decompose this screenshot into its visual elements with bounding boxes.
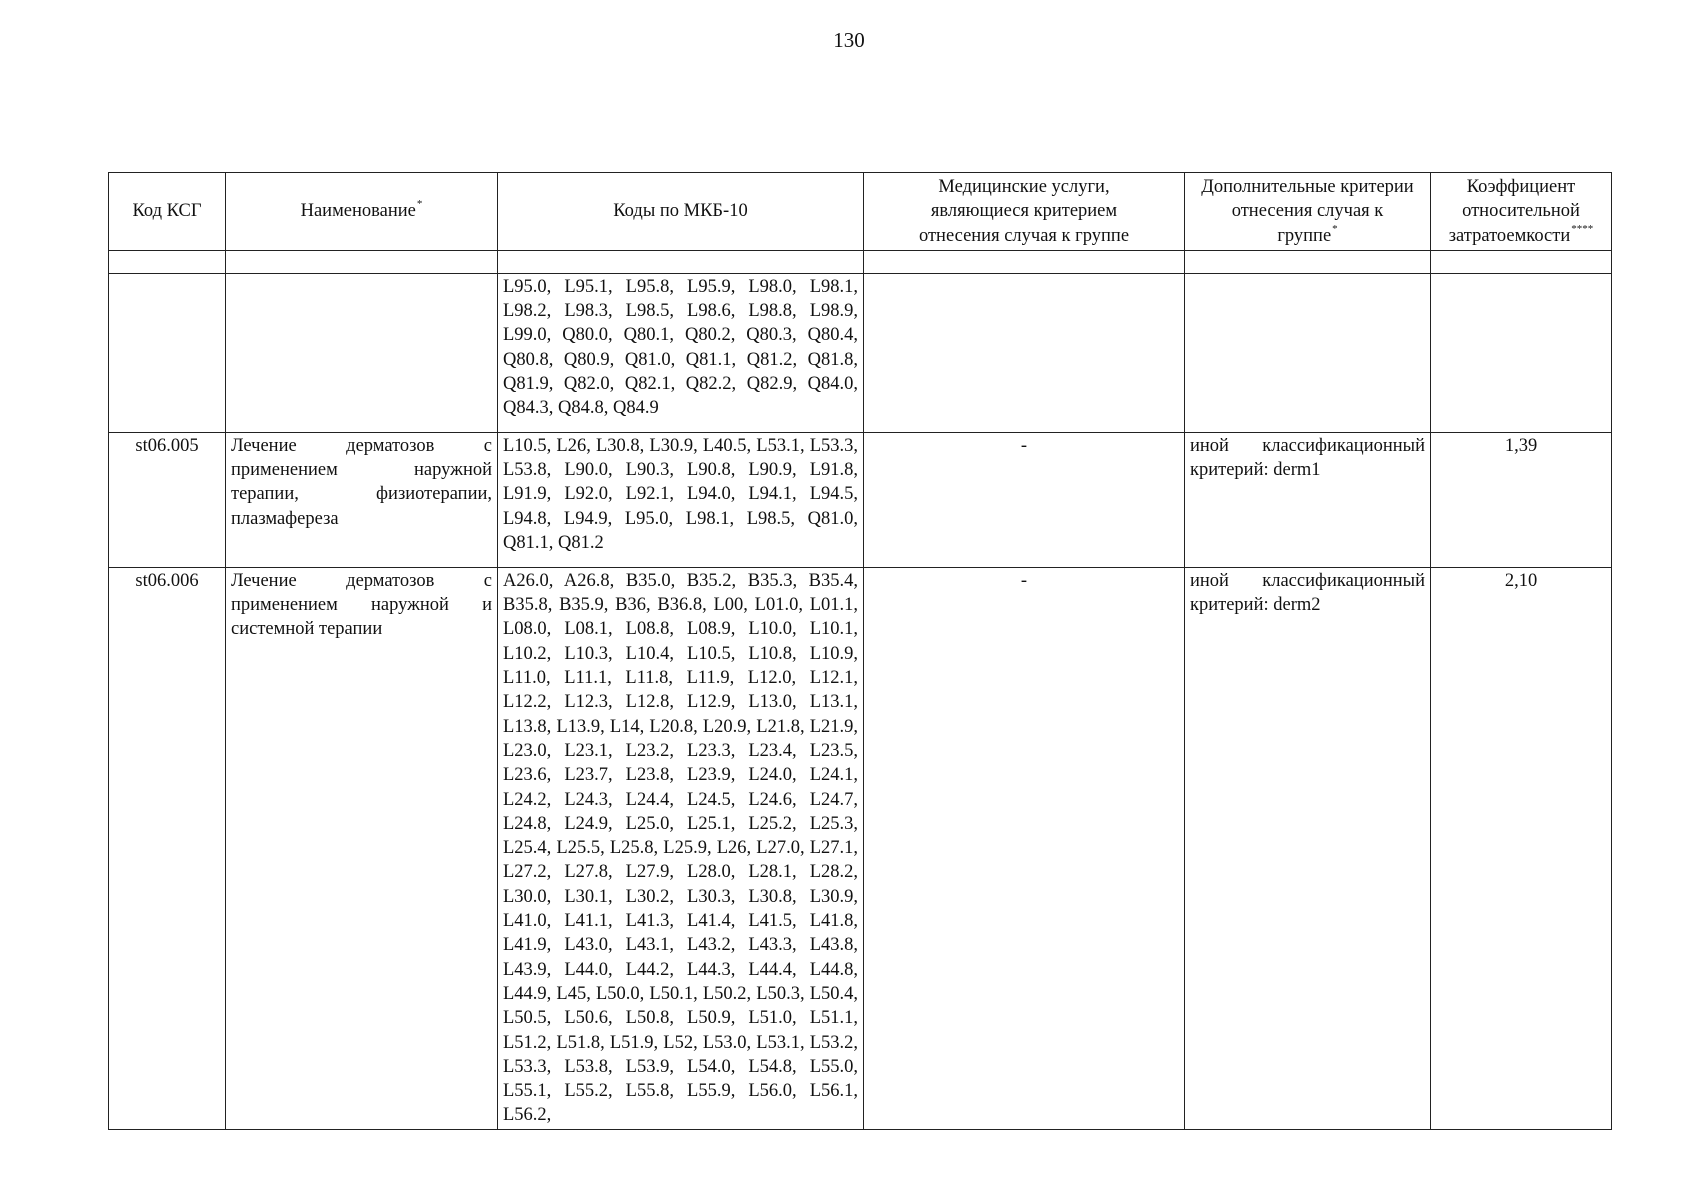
header-code: Код КСГ xyxy=(109,173,226,251)
cell-mkb-codes: L10.5, L26, L30.8, L30.9, L40.5, L53.1, L53.3, L53.8, L90.0, L90.3, L90.8, L90.9, L91.8, L91.9, L92.0, L92.1, L94.0, L94.1, L94.5, L94.8, L94.9, L95.0, L98.1, L98.5, Q81.0, Q81.1, Q81.2 xyxy=(498,432,864,567)
header-mkb-codes: Коды по МКБ-10 xyxy=(498,173,864,251)
cell-services: - xyxy=(864,432,1185,567)
cell-name: Лечение дерматозов с применением наружной и системной терапии xyxy=(226,567,498,1129)
header-name-footnote-mark: * xyxy=(416,198,423,211)
table-row xyxy=(109,567,1612,1129)
cell-code: st06.005 xyxy=(109,432,226,567)
spacer-cell xyxy=(226,250,498,273)
cell-name xyxy=(226,273,498,432)
cell-mkb-codes: L95.0, L95.1, L95.8, L95.9, L98.0, L98.1, L98.2, L98.3, L98.5, L98.6, L98.8, L98.9, L99.0, Q80.0, Q80.1, Q80.2, Q80.3, Q80.4, Q80.8, Q80.9, Q81.0, Q81.1, Q81.2, Q81.8, Q81.9, Q82.0, Q82.1, Q82.2, Q82.9, Q84.0, Q84.3, Q84.8, Q84.9 xyxy=(498,273,864,432)
cell-name: Лечение дерматозов с применением наружной терапии, физиотерапии, плазмафереза xyxy=(226,432,498,567)
cell-coefficient: 1,39 xyxy=(1431,432,1612,567)
table-header-row xyxy=(109,173,1612,251)
page-number: 130 xyxy=(833,28,865,52)
cell-coefficient xyxy=(1431,273,1612,432)
header-criteria-footnote-mark: * xyxy=(1332,222,1338,235)
cell-code xyxy=(109,273,226,432)
cell-coefficient: 2,10 xyxy=(1431,567,1612,1129)
table-row xyxy=(109,273,1612,432)
table-header-spacer-row xyxy=(109,250,1612,273)
header-coefficient: Коэффициент относительной затратоемкости**** xyxy=(1431,173,1612,251)
cell-criteria: иной классификационный критерий: derm2 xyxy=(1185,567,1431,1129)
header-coefficient-footnote-mark: **** xyxy=(1571,222,1594,235)
ksg-table xyxy=(108,172,1612,1130)
spacer-cell xyxy=(498,250,864,273)
header-services: Медицинские услуги, являющиеся критерием отнесения случая к группе xyxy=(864,173,1185,251)
cell-mkb-codes: A26.0, A26.8, B35.0, B35.2, B35.3, B35.4, B35.8, B35.9, B36, B36.8, L00, L01.0, L01.1, L08.0, L08.1, L08.8, L08.9, L10.0, L10.1, L10.2, L10.3, L10.4, L10.5, L10.8, L10.9, L11.0, L11.1, L11.8, L11.9, L12.0, L12.1, L12.2, L12.3, L12.8, L12.9, L13.0, L13.1, L13.8, L13.9, L14, L20.8, L20.9, L21.8, L21.9, L23.0, L23.1, L23.2, L23.3, L23.4, L23.5, L23.6, L23.7, L23.8, L23.9, L24.0, L24.1, L24.2, L24.3, L24.4, L24.5, L24.6, L24.7, L24.8, L24.9, L25.0, L25.1, L25.2, L25.3, L25.4, L25.5, L25.8, L25.9, L26, L27.0, L27.1, L27.2, L27.8, L27.9, L28.0, L28.1, L28.2, L30.0, L30.1, L30.2, L30.3, L30.8, L30.9, L41.0, L41.1, L41.3, L41.4, L41.5, L41.8, L41.9, L43.0, L43.1, L43.2, L43.3, L43.8, L43.9, L44.0, L44.2, L44.3, L44.4, L44.8, L44.9, L45, L50.0, L50.1, L50.2, L50.3, L50.4, L50.5, L50.6, L50.8, L50.9, L51.0, L51.1, L51.2, L51.8, L51.9, L52, L53.0, L53.1, L53.2, L53.3, L53.8, L53.9, L54.0, L54.8, L55.0, L55.1, L55.2, L55.8, L55.9, L56.0, L56.1, L56.2, xyxy=(498,567,864,1129)
header-criteria: Дополнительные критерии отнесения случая к группе* xyxy=(1185,173,1431,251)
table-row xyxy=(109,432,1612,567)
header-name: Наименование* xyxy=(226,173,498,251)
spacer-cell xyxy=(1185,250,1431,273)
cell-services: - xyxy=(864,567,1185,1129)
cell-criteria: иной классификационный критерий: derm1 xyxy=(1185,432,1431,567)
spacer-cell xyxy=(864,250,1185,273)
cell-code: st06.006 xyxy=(109,567,226,1129)
cell-criteria xyxy=(1185,273,1431,432)
spacer-cell xyxy=(1431,250,1612,273)
spacer-cell xyxy=(109,250,226,273)
cell-services xyxy=(864,273,1185,432)
